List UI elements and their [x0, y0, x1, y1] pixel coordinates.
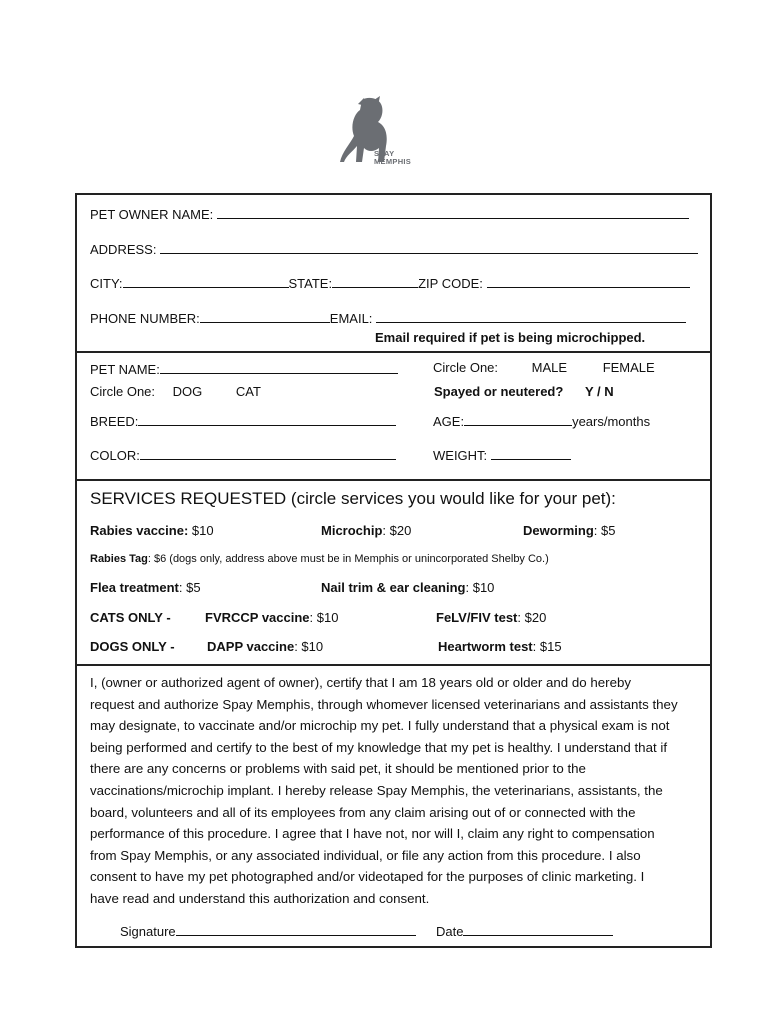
date-field[interactable] — [463, 922, 613, 936]
fvrccp-vaccine-option[interactable]: FVRCCP vaccine: $10 — [205, 610, 339, 625]
owner-info-section — [75, 193, 712, 353]
city-label: CITY: — [90, 276, 123, 291]
consent-line: vaccinations/microchip implant. I hereby release Spay Memphis, the veterinarians, assistants, the — [90, 782, 663, 798]
date-row — [436, 922, 613, 939]
species-option-cat[interactable]: CAT — [235, 384, 261, 399]
consent-line: there are any concerns or problems with said pet, it should be mentioned prior to the — [90, 761, 586, 777]
phone-field[interactable] — [200, 309, 330, 323]
email-label: EMAIL: — [329, 311, 373, 326]
consent-line: from Spay Memphis, or any associated individual, or file any action from this procedure. I also — [90, 847, 641, 863]
age-field[interactable] — [464, 412, 572, 426]
address-field[interactable] — [160, 240, 698, 254]
consent-paragraph — [90, 672, 705, 910]
color-field[interactable] — [140, 446, 396, 460]
services-title: SERVICES REQUESTED (circle services you would like for your pet): — [90, 489, 616, 508]
flea-treatment-option[interactable]: Flea treatment: $5 — [90, 580, 201, 595]
consent-line: board, volunteers and all of its employees from any claim arising out of or connected with the — [90, 804, 636, 820]
spayed-options[interactable]: Y / N — [584, 384, 614, 399]
logo-text: SPAY MEMPHIS — [374, 149, 412, 166]
state-label: STATE: — [288, 276, 333, 291]
services-section — [75, 479, 712, 666]
sex-option-male[interactable]: MALE — [531, 360, 568, 375]
phone-email-row — [90, 309, 686, 326]
breed-field[interactable] — [138, 412, 396, 426]
consent-line: I, (owner or authorized agent of owner), certify that I am 18 years old or older and do hereby — [90, 675, 632, 690]
consent-line: may designate, to vaccinate and/or microchip my pet. I fully understand that a physical exam is not — [90, 718, 670, 734]
consent-line: consent to have my pet photographed and/or videotaped for the purposes of clinic marketing. I — [90, 869, 645, 885]
zip-label: ZIP CODE: — [418, 276, 483, 291]
breed-label: BREED: — [90, 414, 139, 429]
age-units: years/months — [572, 414, 651, 429]
email-note: Email required if pet is being microchipped. — [375, 330, 646, 345]
address-row — [90, 240, 698, 257]
breed-row — [90, 412, 396, 429]
owner-name-field[interactable] — [217, 205, 689, 219]
consent-section — [75, 664, 712, 948]
rabies-tag-option[interactable]: Rabies Tag: $6 (dogs only, address above must be in Memphis or unincorporated Shelby Co.) — [90, 553, 549, 565]
zip-field[interactable] — [487, 274, 690, 288]
consent-line: performance of this procedure. I agree that I have not, nor will I, claim any right to compensation — [90, 826, 655, 842]
signature-field[interactable] — [176, 922, 416, 936]
nail-trim-option[interactable]: Nail trim & ear cleaning: $10 — [321, 580, 495, 595]
species-option-dog[interactable]: DOG — [172, 384, 203, 399]
species-row — [90, 384, 261, 399]
phone-label: PHONE NUMBER: — [90, 311, 200, 326]
weight-row — [433, 446, 571, 463]
consent-line: have read and understand this authorization and consent. — [90, 890, 430, 906]
felv-fiv-test-option[interactable]: FeLV/FIV test: $20 — [436, 610, 547, 625]
weight-label: WEIGHT: — [433, 448, 488, 463]
cats-only-label: CATS ONLY - — [90, 610, 171, 625]
age-label: AGE: — [433, 414, 465, 429]
microchip-option[interactable]: Microchip: $20 — [321, 523, 412, 538]
email-field[interactable] — [376, 309, 686, 323]
date-label: Date — [436, 924, 464, 939]
consent-line: request and authorize Spay Memphis, through whomever licensed veterinarians and assistants they — [90, 696, 678, 712]
pet-name-row — [90, 360, 398, 377]
sex-option-female[interactable]: FEMALE — [602, 360, 655, 375]
deworming-option[interactable]: Deworming: $5 — [523, 523, 616, 538]
address-label: ADDRESS: — [90, 242, 157, 257]
heartworm-test-option[interactable]: Heartworm test: $15 — [438, 639, 562, 654]
weight-field[interactable] — [491, 446, 571, 460]
pet-info-section — [75, 351, 712, 481]
color-row — [90, 446, 396, 463]
city-field[interactable] — [123, 274, 289, 288]
color-label: COLOR: — [90, 448, 140, 463]
species-circle-label: Circle One: — [90, 384, 156, 399]
spayed-row — [434, 384, 614, 399]
owner-name-label: PET OWNER NAME: — [90, 207, 214, 222]
signature-row — [120, 922, 416, 939]
age-row — [433, 412, 650, 429]
consent-line: being performed and certify to the best of my knowledge that my pet is healthy. I understand that if — [90, 739, 668, 755]
owner-name-row — [90, 205, 689, 222]
signature-label: Signature — [120, 924, 176, 939]
dogs-only-label: DOGS ONLY - — [90, 639, 175, 654]
pet-name-field[interactable] — [160, 360, 398, 374]
city-state-zip-row — [90, 274, 690, 291]
sex-circle-label: Circle One: — [433, 360, 499, 375]
rabies-vaccine-option[interactable]: Rabies vaccine: $10 — [90, 523, 214, 538]
pet-name-label: PET NAME: — [90, 362, 160, 377]
sex-row — [433, 360, 655, 375]
dapp-vaccine-option[interactable]: DAPP vaccine: $10 — [207, 639, 324, 654]
spayed-label: Spayed or neutered? — [434, 384, 564, 399]
state-field[interactable] — [332, 274, 418, 288]
